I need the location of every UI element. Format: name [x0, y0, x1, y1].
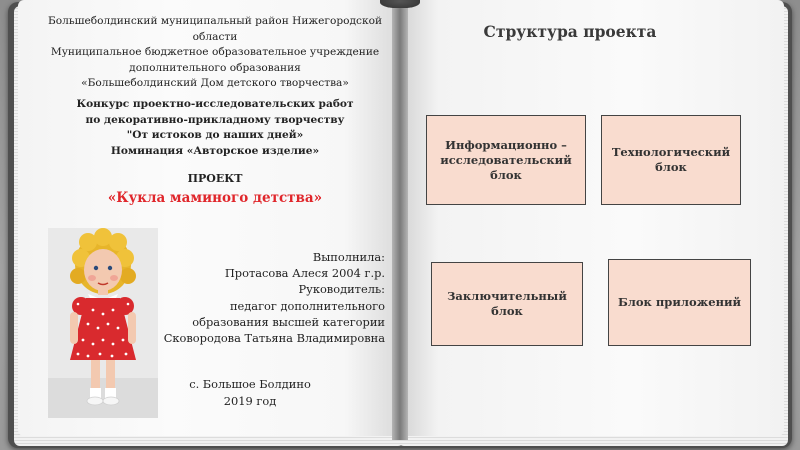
block-text: Заключительный — [447, 289, 567, 303]
contest-line: Конкурс проектно-исследовательских работ — [76, 98, 354, 110]
header-line: Большеболдинский муниципальный район Нижегородской области — [47, 15, 383, 43]
header-line: Муниципальное бюджетное образовательное учреждение — [50, 46, 380, 58]
authors-info — [160, 249, 385, 346]
book-spine — [392, 0, 408, 440]
block-text: исследовательский — [440, 152, 572, 167]
author-line: Сковородова Татьяна Владимировна — [163, 331, 385, 346]
block-text: Блок приложений — [617, 295, 742, 309]
year-line: 2019 год — [223, 394, 277, 408]
project-label: ПРОЕКТ — [187, 172, 243, 185]
technology-block — [601, 115, 741, 205]
appendix-block — [608, 259, 751, 346]
place-and-year — [160, 376, 340, 410]
header-line: дополнительного образования — [129, 61, 301, 74]
doll-image — [48, 228, 158, 418]
contest-line: по декоративно-прикладному творчеству — [85, 113, 345, 126]
final-block — [431, 262, 583, 346]
place-line: с. Большое Болдино — [189, 377, 311, 391]
block-text: Информационно – — [445, 137, 567, 152]
block-text: блок — [491, 304, 523, 318]
right-page — [400, 0, 784, 436]
author-line: педагог дополнительного — [229, 298, 385, 313]
doll-photo — [48, 228, 158, 418]
block-text: блок — [490, 167, 522, 182]
contest-info — [40, 97, 390, 159]
block-text: Технологический — [611, 145, 731, 159]
info-research-block — [426, 115, 586, 205]
institution-header — [40, 14, 390, 92]
author-line: образования высшей категории — [192, 314, 385, 329]
contest-line: "От истоков до наших дней» — [126, 129, 304, 141]
project-title: «Кукла маминого детства» — [107, 190, 323, 206]
structure-title: Структура проекта — [483, 22, 657, 41]
author-line: Выполнила: — [312, 250, 385, 264]
header-line: «Большеболдинский Дом детского творчества» — [81, 77, 349, 89]
contest-line: Номинация «Авторское изделие» — [110, 144, 320, 157]
author-line: Протасова Алеся 2004 г.р. — [224, 266, 385, 281]
block-text: блок — [655, 160, 687, 174]
author-line: Руководитель: — [298, 282, 385, 297]
